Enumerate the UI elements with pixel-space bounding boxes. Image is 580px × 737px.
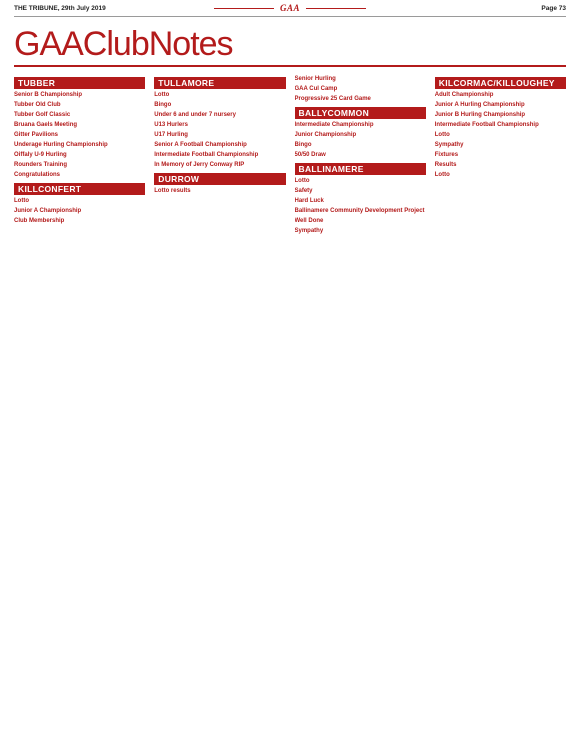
item-heading: Junior B Hurling Championship — [434, 112, 526, 118]
masthead-section: GAA — [208, 3, 372, 13]
column-1 — [14, 73, 145, 723]
item-heading: Senior A Football Championship — [154, 142, 247, 148]
item-heading: Lotto — [294, 178, 310, 184]
item-heading: Bingo — [154, 102, 172, 108]
item-heading: Rounders Training — [14, 162, 68, 168]
item-heading: Lotto — [434, 172, 450, 178]
item-heading: Progressive 25 Card Game — [294, 96, 371, 102]
club-section-header: TUBBER — [14, 77, 145, 89]
item-heading: Congratulations — [14, 172, 60, 178]
club-section-header: KILLCONFERT — [14, 183, 145, 195]
club-section-header: KILCORMAC/KILLOUGHEY — [435, 77, 566, 89]
masthead-page-number: Page 73 — [541, 4, 566, 12]
item-heading: Senior B Championship — [14, 92, 83, 98]
item-heading: Bruana Gaels Meeting — [14, 122, 78, 128]
item-heading: Fixtures — [434, 152, 459, 158]
item-heading: Well Done — [294, 218, 324, 224]
item-heading: Intermediate Football Championship — [154, 152, 259, 158]
item-heading: Safety — [294, 188, 313, 194]
item-heading: Junior A Hurling Championship — [434, 102, 525, 108]
club-section-header: DURROW — [154, 173, 285, 185]
column-2 — [154, 73, 285, 723]
item-heading: Lotto — [14, 198, 29, 204]
article-columns — [14, 73, 566, 723]
item-heading: Hard Luck — [294, 198, 324, 204]
item-heading: Bingo — [294, 142, 312, 148]
item-heading: Tubber Old Club — [14, 102, 61, 108]
item-heading: Intermediate Championship — [294, 122, 374, 128]
item-heading: Junior Championship — [294, 132, 357, 138]
item-heading: Oiffaly U-9 Hurling — [14, 152, 67, 158]
item-heading: Senior Hurling — [294, 76, 336, 82]
item-heading: 50/50 Draw — [294, 152, 326, 158]
column-4 — [435, 73, 566, 723]
item-heading: Sympathy — [434, 142, 464, 148]
item-heading: Lotto — [434, 132, 450, 138]
banner-title: GAAClubNotes — [14, 25, 233, 63]
item-heading: In Memory of Jerry Conway RIP — [154, 162, 245, 168]
item-heading: GAA Cul Camp — [294, 86, 338, 92]
item-heading: U17 Hurling — [154, 132, 188, 138]
club-section-header: TULLAMORE — [154, 77, 285, 89]
item-heading: Results — [434, 162, 457, 168]
item-heading: Under 6 and under 7 nursery — [154, 112, 236, 118]
masthead-paper: THE TRIBUNE, 29th July 2019 — [14, 4, 106, 12]
item-heading: Club Membership — [14, 218, 65, 224]
masthead — [14, 0, 566, 17]
item-heading: Lotto — [154, 92, 170, 98]
item-heading: Ballinamere Community Development Project — [294, 208, 425, 214]
club-notes-banner — [14, 17, 566, 67]
item-heading: Lotto results — [154, 188, 191, 194]
item-heading: Sympathy — [294, 228, 324, 234]
item-heading: U13 Hurlers — [154, 122, 188, 128]
column-3 — [295, 73, 426, 723]
item-heading: Junior A Championship — [14, 208, 82, 214]
item-heading: Tubber Golf Classic — [14, 112, 71, 118]
club-section-header: BALLINAMERE — [295, 163, 426, 175]
club-section-header: BALLYCOMMON — [295, 107, 426, 119]
item-heading: Adult Championship — [434, 92, 494, 98]
item-heading: Underage Hurling Championship — [14, 142, 108, 148]
item-heading: Gitter Pavilions — [14, 132, 59, 138]
item-heading: Intermediate Football Championship — [434, 122, 539, 128]
